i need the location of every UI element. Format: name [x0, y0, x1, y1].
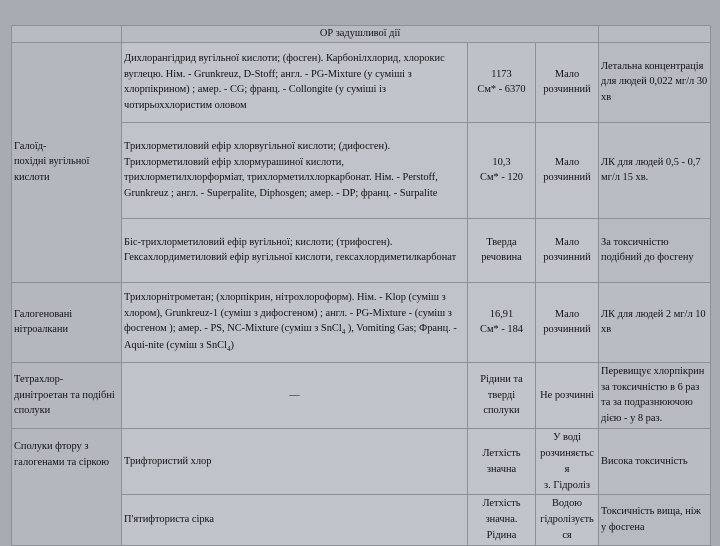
substance-text: )	[230, 340, 234, 352]
substance-cell: Біс-трихлорметиловий ефір вугільної; кислоти; (трифосген). Гексахлордиметиловий ефір вугільної кислоти, гексахлордиметилкарбонат	[122, 218, 468, 282]
group-label: Галоїд- похідні вугільної кислоти	[14, 140, 90, 184]
note-cell: Летальна концентрація для людей 0,022 мг/л 30 хв	[599, 42, 711, 122]
substance-text: Трихлорнітрометан; (хлорпікрин, нітрохлороформ). Нім. - Klop (суміш з хлором), Grunkreuz-1 (суміш з дифосгеном) ; англ. - PG-Mixture - (суміш з фосгеном ); амер. - PS, NC-Mixture (суміш з SnCl	[124, 291, 452, 335]
table-row	[12, 362, 711, 428]
note-cell: ЛК для людей 2 мг/л 10 хв	[599, 282, 711, 362]
substance-cell: Трифтористий хлор	[122, 429, 468, 495]
table-row	[12, 429, 711, 495]
table-row	[12, 282, 711, 362]
toxicity-cell: Тверда речовина	[468, 218, 536, 282]
note-cell: ЛК для людей 0,5 - 0,7 мг/л 15 хв.	[599, 122, 711, 218]
header-spacer-cell	[599, 26, 711, 43]
agents-table	[11, 25, 711, 546]
substance-cell: П'ятифториста сірка	[122, 495, 468, 545]
group-cell	[12, 429, 122, 546]
note-cell: Перевищує хлорпікрин за токсичністю в 6 раз та за подразнюючою дією - у 8 раз.	[599, 362, 711, 428]
group-label: Сполуки фтору з галогенами та сіркою	[14, 441, 110, 468]
toxicity-cell: 16,91 Cм* - 184	[468, 282, 536, 362]
solubility-cell: Мало розчинний	[536, 282, 599, 362]
table-header: ОР задушливої дії	[122, 26, 599, 43]
toxicity-cell: 10,3 Cм* - 120	[468, 122, 536, 218]
solubility-cell: Мало розчинний	[536, 42, 599, 122]
group-cell	[12, 282, 122, 362]
group-cell	[12, 42, 122, 282]
substance-cell: —	[122, 362, 468, 428]
note-cell: Токсичність вища, ніж у фосгена	[599, 495, 711, 545]
note-cell: За токсичністю подібний до фосгену	[599, 218, 711, 282]
group-cell	[12, 362, 122, 428]
subscript: 4	[341, 328, 346, 337]
header-spacer-cell	[12, 26, 122, 43]
solubility-cell: У воді розчиняється з. Гідроліз	[536, 429, 599, 495]
subscript: 4	[226, 345, 231, 354]
toxicity-cell: 1173 Cм* - 6370	[468, 42, 536, 122]
solubility-cell: Водою гідролізуєть ся	[536, 495, 599, 545]
substance-cell	[122, 282, 468, 362]
solubility-cell: Не розчинні	[536, 362, 599, 428]
toxicity-cell: Летхість значна. Рідина	[468, 495, 536, 545]
solubility-cell: Мало розчинний	[536, 218, 599, 282]
table-header-row	[12, 26, 711, 43]
substance-cell: Трихлорметиловий ефір хлорвугільної кислоти; (дифосген). Трихлорметиловий ефір хлормурашиної кислоти, трихлорметилхлорформіат, трихлорметилхлоркарбонат. Нім. - Perstoff, Grunkreuz ; англ. - Superpalite, Diphosgen; амер. - DP; франц. - Surpalite	[122, 122, 468, 218]
solubility-cell: Мало розчинний	[536, 122, 599, 218]
toxicity-cell: Рідини та тверді сполуки	[468, 362, 536, 428]
toxicity-cell: Летхість значна	[468, 429, 536, 495]
note-cell: Висока токсичність	[599, 429, 711, 495]
substance-text: ), Vomiting Gas; Франц. - Aqui-nite (суміш з SnCl	[124, 323, 457, 352]
group-label: Тетрахлор- динітроетан та подібні сполуки	[14, 373, 115, 417]
group-label: Галогеновані нітроалкани	[14, 308, 73, 336]
substance-cell: Дихлорангідрид вугільної кислоти; (фосген). Карбонілхлорид, хлорокис вуглецю. Нім. - Grunkreuz, D-Stoff; англ. - PG-Mixture (у суміші з хлорпікрином) ; амер. - CG; франц. - Collongite (у суміші із чотирьоххлористим оловом	[122, 42, 468, 122]
table-row	[12, 42, 711, 122]
